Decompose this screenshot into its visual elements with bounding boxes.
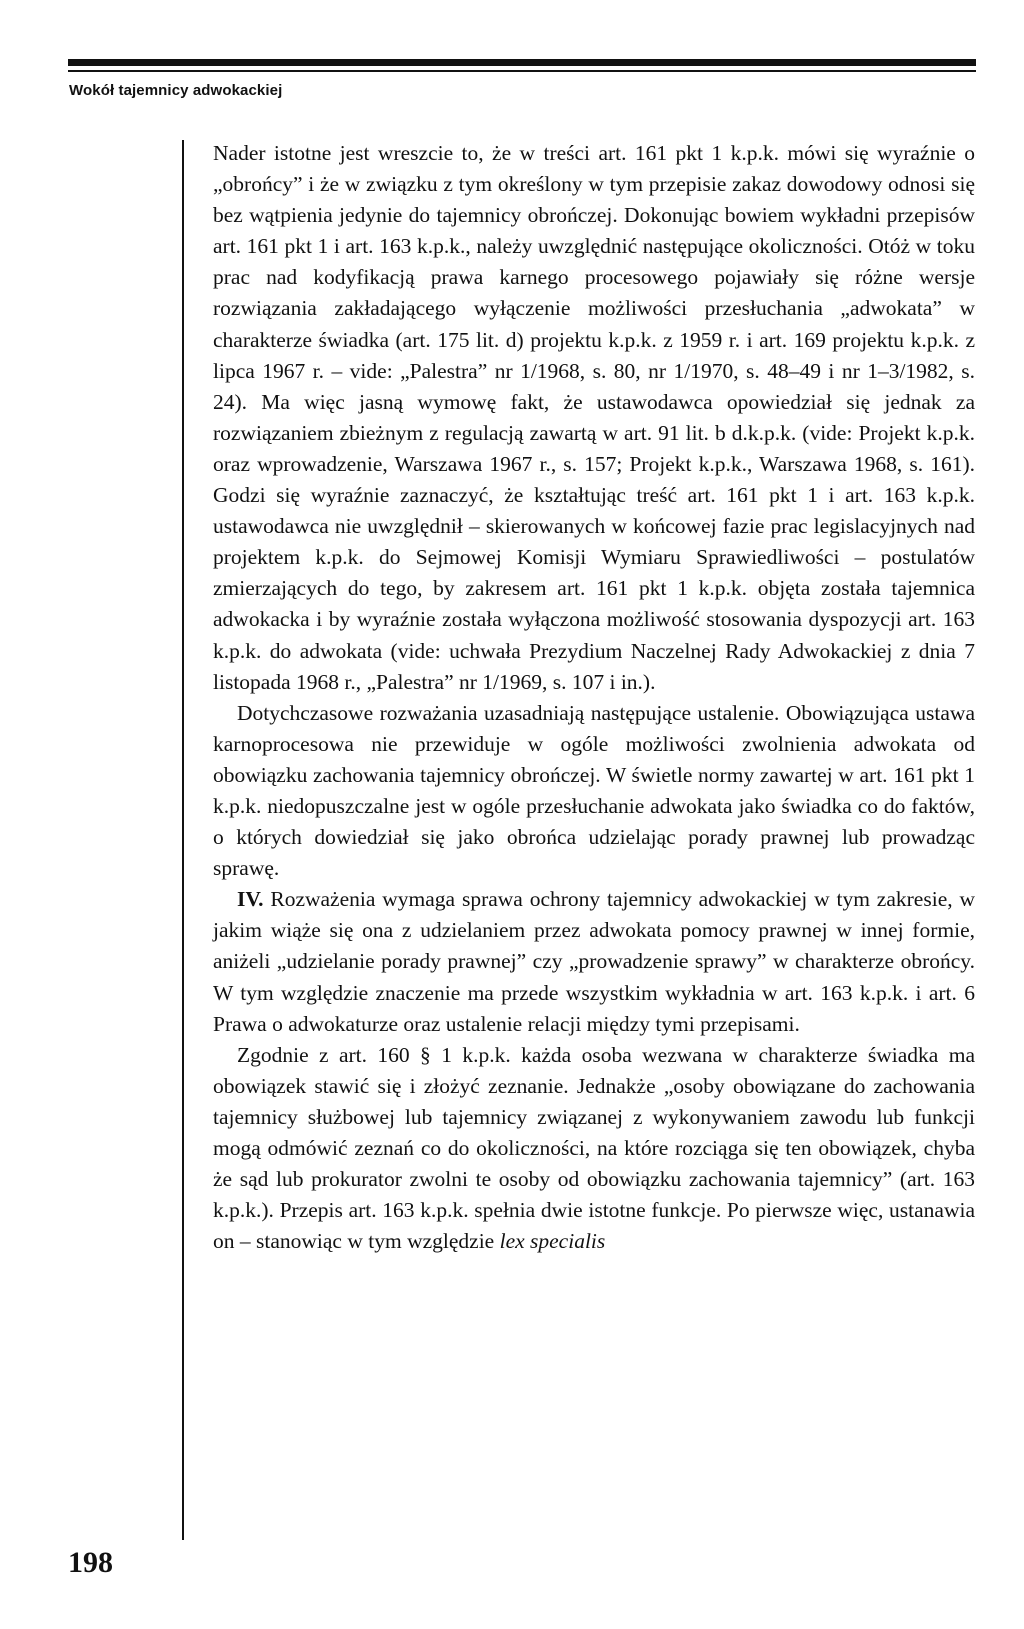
section-number: IV. — [237, 887, 264, 912]
body-text — [213, 138, 975, 1257]
paragraph-1-text: Nader istotne jest wreszcie to, że w treści art. 161 pkt 1 k.p.k. mówi się wyraźnie o „obrońcy” i że w związku z tym określony w tym przepisie zakaz dowodowy odnosi się bez wątpienia jedynie do tajemnicy obrończej. Dokonując bowiem wykładni przepisów art. 161 pkt 1 i art. 163 k.p.k., należy uwzględnić następujące okoliczności. Otóż w toku prac nad kodyfikacją prawa karnego procesowego pojawiały się różne wersje rozwiązania zakładającego wyłączenie możliwości przesłuchania „adwokata” w charakterze świadka (art. 175 lit. d) projektu k.p.k. z 1959 r. i art. 169 projektu k.p.k. z lipca 1967 r. – vide: „Palestra” nr 1/1968, s. 80, nr 1/1970, s. 48–49 i nr 1–3/1982, s. 24). Ma więc jasną wymowę fakt, że ustawodawca opowiedział się jednak za rozwiązaniem zbieżnym z regulacją zawartą w art. 91 lit. b d.k.p.k. (vide: Projekt k.p.k. oraz wprowadzenie, Warszawa 1967 r., s. 157; Projekt k.p.k., Warszawa 1968, s. 161). Godzi się wyraźnie zaznaczyć, że kształtując treść art. 161 pkt 1 i art. 163 k.p.k. ustawodawca nie uwzględnił – skierowanych w końcowej fazie prac legislacyjnych nad projektem k.p.k. do Sejmowej Komisji Wymiaru Sprawiedliwości – postulatów zmierzających do tego, by zakresem art. 161 pkt 1 k.p.k. objęta została tajemnica adwokacka i by wyraźnie została wyłączona możliwość stosowania dyspozycji art. 163 k.p.k. do adwokata (vide: uchwała Prezydium Naczelnej Rady Adwokackiej z dnia 7 listopada 1968 r., „Palestra” nr 1/1969, s. 107 i in.). — [213, 141, 975, 694]
paragraph-2-text: Dotychczasowe rozważania uzasadniają następujące ustalenie. Obowiązująca ustawa karnoprocesowa nie przewiduje w ogóle możliwości zwolnienia adwokata od obowiązku zachowania tajemnicy obrończej. W świetle normy zawartej w art. 161 pkt 1 k.p.k. niedopuszczalne jest w ogóle przesłuchanie adwokata jako świadka co do faktów, o których dowiedział się jako obrońca udzielając porady prawnej lub prowadząc sprawę. — [213, 700, 975, 881]
header-rule-thin — [68, 70, 976, 72]
header-rule-thick — [68, 59, 976, 66]
paragraph-4 — [213, 1040, 975, 1258]
running-title: Wokół tajemnicy adwokackiej — [69, 82, 283, 99]
margin-vertical-rule — [182, 140, 184, 1540]
paragraph-3 — [213, 884, 975, 1039]
paragraph-2 — [213, 698, 975, 885]
paragraph-4-italic-term: lex specialis — [499, 1229, 606, 1254]
paragraph-1 — [213, 138, 975, 698]
paragraph-4-text: Zgodnie z art. 160 § 1 k.p.k. każda osoba wezwana w charakterze świadka ma obowiązek stawić się i złożyć zeznanie. Jednakże „osoby obowiązane do zachowania tajemnicy służbowej lub tajemnicy związanej z wykonywaniem zawodu lub funkcji mogą odmówić zeznań co do okoliczności, na które rozciąga się ten obowiązek, chyba że sąd lub prokurator zwolni te osoby od obowiązku zachowania tajemnicy” (art. 163 k.p.k.). Przepis art. 163 k.p.k. spełnia dwie istotne funkcje. Po pierwsze więc, ustanawia on – stanowiąc w tym względzie — [213, 1042, 975, 1254]
paragraph-3-text: Rozważenia wymaga sprawa ochrony tajemnicy adwokackiej w tym zakresie, w jakim wiąże się ona z udzielaniem przez adwokata pomocy prawnej w innej formie, aniżeli „udzielanie porady prawnej” czy „prowadzenie sprawy” w charakterze obrońcy. W tym względzie znaczenie ma przede wszystkim wykładnia w art. 163 k.p.k. i art. 6 Prawa o adwokaturze oraz ustalenie relacji między tymi przepisami. — [213, 887, 975, 1036]
page-number: 198 — [68, 1546, 113, 1579]
